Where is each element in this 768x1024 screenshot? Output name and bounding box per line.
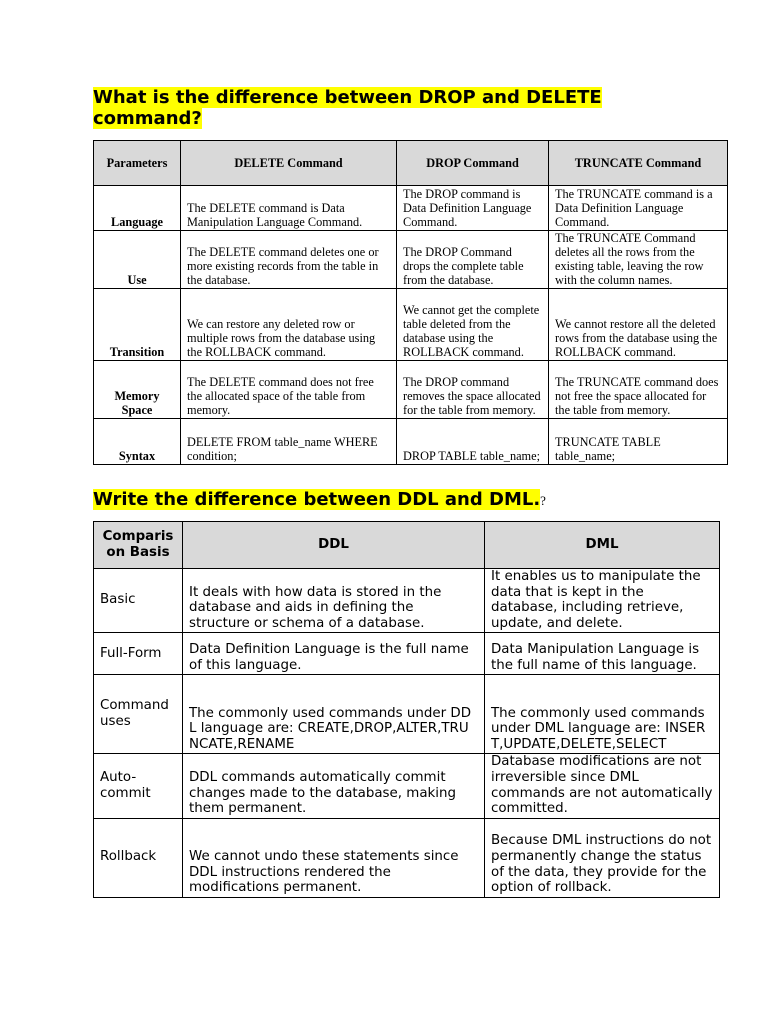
delete-cell: We can restore any deleted row or multiple rows from the database using the ROLLBACK command.: [181, 289, 397, 361]
table-row: [94, 231, 728, 289]
ddl-cell: It deals with how data is stored in the database and aids in defining the structure or schema of a database.: [183, 569, 485, 633]
drop-cell: The DROP command is Data Definition Language Command.: [397, 186, 549, 231]
truncate-cell: We cannot restore all the deleted rows from the database using the ROLLBACK command.: [549, 289, 728, 361]
heading-drop-vs-delete: [93, 87, 653, 129]
header-dml: DML: [485, 522, 720, 569]
basis-cell: Command uses: [94, 675, 183, 754]
heading-ddl-vs-dml-text: Write the difference between DDL and DML.: [93, 489, 541, 510]
basis-cell: Basic: [94, 569, 183, 633]
truncate-cell: The TRUNCATE command is a Data Definition Language Command.: [549, 186, 728, 231]
truncate-cell: The TRUNCATE Command deletes all the rows from the existing table, leaving the row with the column names.: [549, 231, 728, 289]
basis-cell: Rollback: [94, 818, 183, 897]
delete-cell: DELETE FROM table_name WHERE condition;: [181, 419, 397, 465]
heading-ddl-vs-dml: [93, 489, 693, 511]
header-ddl: DDL: [183, 522, 485, 569]
table-row: [94, 754, 720, 818]
delete-cell: The DELETE command does not free the allocated space of the table from memory.: [181, 361, 397, 419]
delete-cell: The DELETE command is Data Manipulation Language Command.: [181, 186, 397, 231]
dml-cell: It enables us to manipulate the data that is kept in the database, including retrieve, update, and delete.: [485, 569, 720, 633]
table-row: [94, 633, 720, 675]
parameter-cell: Transition: [94, 289, 181, 361]
heading-ddl-vs-dml-suffix: ?: [540, 493, 546, 508]
basis-cell: Full-Form: [94, 633, 183, 675]
table-row: [94, 361, 728, 419]
drop-cell: The DROP command removes the space allocated for the table from memory.: [397, 361, 549, 419]
header-comparison-basis: Comparison Basis: [94, 522, 183, 569]
parameter-cell: Memory Space: [94, 361, 181, 419]
drop-cell: The DROP Command drops the complete table from the database.: [397, 231, 549, 289]
table-row: [94, 186, 728, 231]
drop-cell: We cannot get the complete table deleted from the database using the ROLLBACK command.: [397, 289, 549, 361]
ddl-cell: DDL commands automatically commit changes made to the database, making them permanent.: [183, 754, 485, 818]
header-delete-command: DELETE Command: [181, 141, 397, 186]
table-header-row: [94, 522, 720, 569]
table-row: [94, 419, 728, 465]
table-row: [94, 289, 728, 361]
table-row: [94, 818, 720, 897]
table-row: [94, 569, 720, 633]
drop-cell: DROP TABLE table_name;: [397, 419, 549, 465]
ddl-cell: Data Definition Language is the full name of this language.: [183, 633, 485, 675]
parameter-cell: Syntax: [94, 419, 181, 465]
header-truncate-command: TRUNCATE Command: [549, 141, 728, 186]
heading-drop-vs-delete-text: What is the difference between DROP and DELETE command?: [93, 87, 602, 129]
table-header-row: [94, 141, 728, 186]
dml-cell: Database modifications are not irreversible since DML commands are not automatically committed.: [485, 754, 720, 818]
ddl-cell: We cannot undo these statements since DDL instructions rendered the modifications permanent.: [183, 818, 485, 897]
header-drop-command: DROP Command: [397, 141, 549, 186]
parameter-cell: Language: [94, 186, 181, 231]
delete-cell: The DELETE command deletes one or more existing records from the table in the database.: [181, 231, 397, 289]
ddl-dml-comparison-table: [93, 521, 720, 898]
truncate-cell: TRUNCATE TABLE table_name;: [549, 419, 728, 465]
dml-cell: The commonly used commands under DML language are: INSERT,UPDATE,DELETE,SELECT: [485, 675, 720, 754]
dml-cell: Data Manipulation Language is the full name of this language.: [485, 633, 720, 675]
table-row: [94, 675, 720, 754]
parameter-cell: Use: [94, 231, 181, 289]
drop-delete-truncate-table: [93, 140, 728, 465]
basis-cell: Auto-commit: [94, 754, 183, 818]
truncate-cell: The TRUNCATE command does not free the space allocated for the table from memory.: [549, 361, 728, 419]
dml-cell: Because DML instructions do not permanently change the status of the data, they provide for the option of rollback.: [485, 818, 720, 897]
header-parameters: Parameters: [94, 141, 181, 186]
ddl-cell: The commonly used commands under DDL language are: CREATE,DROP,ALTER,TRUNCATE,RENAME: [183, 675, 485, 754]
